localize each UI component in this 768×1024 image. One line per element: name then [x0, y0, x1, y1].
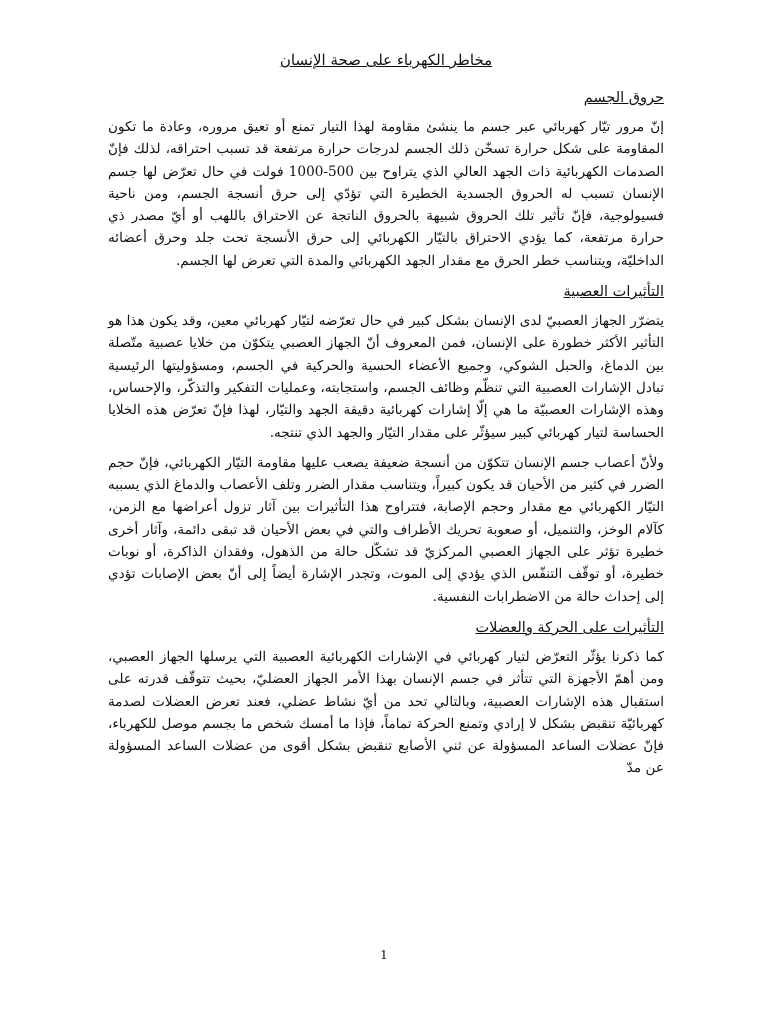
page-number: 1 — [380, 948, 388, 962]
paragraph: يتضرّر الجهاز العصبيّ لدى الإنسان بشكل كبير في حال تعرّضه لتيّار كهربائي معين، وقد يكون هذا هو التأثير الأكثر خطورة على الإنسان، فمن المعروف أنّ الجهاز العصبي يتكوّن من خلايا عصبية متّصلة بين الدماغ، والحبل الشوكي، وجميع الأعضاء الحسية والحركية في الجسم، ومسؤوليتها الرئيسية تبادل الإشارات العصبية التي تنظّم وظائف الجسم، واستجابته، وعمليات التفكير والتذكّر، والإحساس، وهذه الإشارات العصبيّة ما هي إلّا إشارات كهربائية دقيقة الجهد والتيّار، لهذا فإنّ تعرّض هذه الخلايا الحساسة لتيار كهربائي كبير سيؤثّر على مقدار التيّار والجهد الذي تنتجه. — [108, 313, 664, 441]
paragraph: إنّ مرور تيّار كهربائي عبر جسم ما ينشئ مقاومة لهذا التيار تمنع أو تعيق مروره، وعادة ما تكون المقاومة على شكل حرارة تسخّن ذلك الجسم لدرجات حرارة مرتفعة قد تسبب احتراقه، لذلك فإنّ الصدمات الكهربائية ذات الجهد العالي الذي يتراوح بين 500-1000 فولت في حال تعرّض لها جسم الإنسان تسبب له الحروق الجسدية الخطيرة التي تؤدّي إلى حرق أنسجة الجسم، ومن ناحية فسيولوجية، فإنّ تأثير تلك الحروق شبيهة بالحروق الناتجة عن الاحتراق باللهب أو أيّ مصدر ذي حرارة مرتفعة، كما يؤدي الاحتراق بالتيّار الكهربائي إلى حرق الأنسجة تحت جلد وحرق أعضائه الداخليّة، ويتناسب خطر الحرق مع مقدار الجهد الكهربائي والمدة التي تعرض لها الجسم. — [108, 119, 665, 269]
section-heading-movement-muscles: التأثيرات على الحركة والعضلات — [475, 619, 664, 636]
section-movement-muscles — [108, 616, 664, 780]
section-heading-neural-effects: التأثيرات العصبية — [563, 284, 664, 301]
section-neural-effects — [108, 280, 664, 608]
document-page — [108, 48, 664, 788]
section-body-burns — [108, 86, 664, 272]
paragraph: كما ذكرنا يؤثّر التعرّض لتيار كهربائي في الإشارات الكهربائية العصبية التي يرسلها الجهاز العصبي، ومن أهمّ الأجهزة التي تتأثر في جسم الإنسان بهذا الأمر الجهاز العضليّ، بحيث تتوقّف قدرته على استقبال هذه الإشارات العصبية، وبالتالي تحد من أيّ نشاط عضلي، فعند تعرض العضلات لصدمة كهربائيّة تنقبض بشكل لا إرادي وتمنع الحركة تماماً، فإذا ما أمسك شخص ما بجسم موصل للكهرباء، فإنّ عضلات الساعد المسؤولة عن ثني الأصابع تنقبض بشكل أقوى من عضلات الساعد المسؤولة عن مدّ — [108, 648, 664, 777]
paragraph: ولأنّ أعصاب جسم الإنسان تتكوّن من أنسجة ضعيفة يصعب عليها مقاومة التيّار الكهربائي، فإنّ حجم الضرر في كثير من الأحيان قد يكون كبيراً، ويتناسب مقدار الضرر وتلف الأعصاب والدماغ الذي يسببه التيّار الكهربائي مع مقدار وحجم الإصابة، فتتراوح هذا التأثيرات بين آثار تزول أعراضها مع الزمن، كآلام الوخز، والتنميل، أو صعوبة تحريك الأطراف والتي في بعض الأحيان قد تبقى دائمة، وآثار أخرى خطيرة تؤثر على الجهاز العصبي المركزيّ قد تشكّل حالة من الذهول، وفقدان الذاكرة، أو نوبات خطيرة، أو توقّف التنفّس الذي يؤدي إلى الموت، وتجدر الإشارة أيضاً إلى أنّ بعض الإصابات تؤدي إلى إحداث حالة من الاضطرابات النفسية. — [108, 454, 664, 605]
section-heading-body-burns: حروق الجسم — [583, 90, 664, 106]
document-title: مخاطر الكهرباء على صحة الإنسان — [279, 51, 493, 69]
